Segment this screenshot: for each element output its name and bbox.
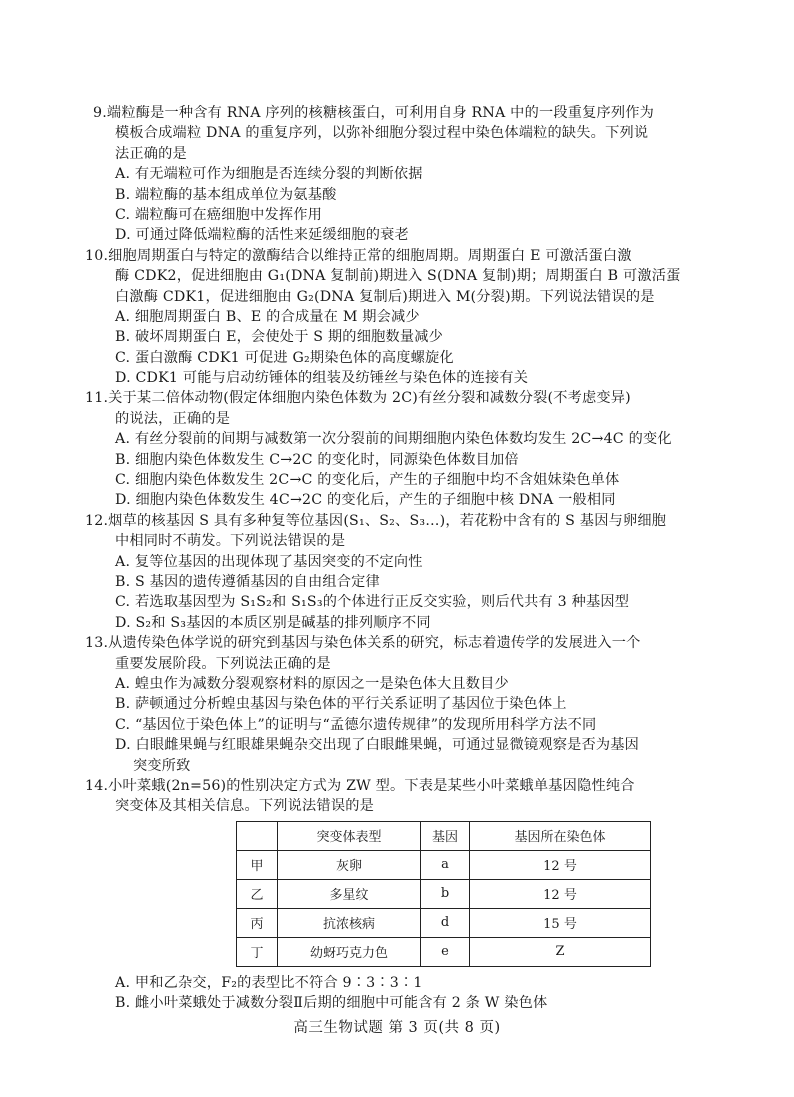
table-cell: 12 号 bbox=[470, 850, 651, 879]
table-cell: 多星纹 bbox=[278, 879, 421, 908]
question-stem-line: 9.端粒酶是一种含有 RNA 序列的核糖核蛋白，可利用自身 RNA 中的一段重复序列作为 bbox=[93, 105, 655, 121]
option-d: D. 白眼雌果蝇与红眼雄果蝇杂交出现了白眼雌果蝇，可通过显微镜观察是否为基因 bbox=[115, 737, 640, 754]
table-cell: d bbox=[421, 908, 470, 937]
table-header-cell: 基因所在染色体 bbox=[470, 821, 651, 850]
option-b: B. 端粒酶的基本组成单位为氨基酸 bbox=[115, 186, 337, 203]
question-stem-line: 10.细胞周期蛋白与特定的激酶结合以维持正常的细胞周期。周期蛋白 E 可激活蛋白激 bbox=[85, 247, 632, 264]
option-c: C. 蛋白激酶 CDK1 可促进 G₂期染色体的高度螺旋化 bbox=[115, 349, 454, 366]
table-header-cell: 突变体表型 bbox=[278, 821, 421, 850]
table-row bbox=[237, 937, 651, 966]
table-cell: a bbox=[421, 850, 470, 879]
option-c: C. 细胞内染色体数发生 2C→C 的变化后，产生的子细胞中均不含姐妹染色单体 bbox=[115, 472, 620, 489]
option-d-continuation: 突变所致 bbox=[133, 757, 191, 774]
table-cell: 甲 bbox=[237, 850, 278, 879]
option-a: A. 复等位基因的出现体现了基因突变的不定向性 bbox=[115, 553, 423, 570]
question-13 bbox=[85, 633, 705, 776]
option-d: D. 可通过降低端粒酶的活性来延缓细胞的衰老 bbox=[115, 227, 409, 244]
table-cell: 15 号 bbox=[470, 908, 651, 937]
option-c: C. 若选取基因型为 S₁S₂和 S₁S₃的个体进行正反交实验，则后代共有 3 种基因型 bbox=[115, 594, 630, 611]
question-stem-line: 11.关于某二倍体动物(假定体细胞内染色体数为 2C)有丝分裂和减数分裂(不考虑变异) bbox=[85, 390, 631, 407]
question-stem-line: 白激酶 CDK1，促进细胞由 G₂(DNA 复制后)期进入 M(分裂)期。下列说法错误的是 bbox=[115, 288, 655, 305]
question-stem-line: 的说法，正确的是 bbox=[115, 410, 231, 427]
question-stem-line: 中相同时不萌发。下列说法错误的是 bbox=[115, 533, 346, 550]
question-12 bbox=[85, 511, 705, 633]
table-cell: Z bbox=[470, 937, 651, 966]
question-14 bbox=[85, 776, 705, 1014]
question-9 bbox=[93, 103, 705, 246]
table-cell: 抗浓核病 bbox=[278, 908, 421, 937]
table-cell: b bbox=[421, 879, 470, 908]
table-row bbox=[237, 908, 651, 937]
question-stem-line: 12.烟草的核基因 S 具有多种复等位基因(S₁、S₂、S₃…)，若花粉中含有的 S 基因与卵细胞 bbox=[85, 512, 667, 529]
option-a: A. 蝗虫作为减数分裂观察材料的原因之一是染色体大且数目少 bbox=[115, 675, 509, 692]
option-b: B. S 基因的遗传遵循基因的自由组合定律 bbox=[115, 573, 380, 590]
table-cell: 灰卵 bbox=[278, 850, 421, 879]
table-row bbox=[237, 879, 651, 908]
question-11 bbox=[85, 388, 705, 510]
option-d: D. 细胞内染色体数发生 4C→2C 的变化后，产生的子细胞中核 DNA 一般相同 bbox=[115, 492, 616, 509]
question-10 bbox=[85, 246, 705, 389]
option-a: A. 有无端粒可作为细胞是否连续分裂的判断依据 bbox=[115, 166, 423, 183]
option-c: C. 端粒酶可在癌细胞中发挥作用 bbox=[115, 206, 323, 223]
table-cell: 幼蚜巧克力色 bbox=[278, 937, 421, 966]
option-a: A. 甲和乙杂交，F₂的表型比不符合 9∶3∶3∶1 bbox=[115, 974, 423, 991]
table-cell: 丙 bbox=[237, 908, 278, 937]
question-stem-line: 14.小叶菜蛾(2n=56)的性别决定方式为 ZW 型。下表是某些小叶菜蛾单基因隐性纯合 bbox=[85, 777, 635, 794]
option-a: A. 细胞周期蛋白 B、E 的合成量在 M 期会减少 bbox=[115, 308, 420, 325]
question-stem-line: 模板合成端粒 DNA 的重复序列，以弥补细胞分裂过程中染色体端粒的缺失。下列说 bbox=[115, 125, 649, 142]
question-stem-line: 重要发展阶段。下列说法正确的是 bbox=[115, 655, 331, 672]
option-b: B. 破坏周期蛋白 E，会使处于 S 期的细胞数量减少 bbox=[115, 329, 444, 346]
option-b: B. 萨顿通过分析蝗虫基因与染色体的平行关系证明了基因位于染色体上 bbox=[115, 696, 567, 713]
question-stem-line: 突变体及其相关信息。下列说法错误的是 bbox=[115, 798, 374, 815]
option-d: D. CDK1 可能与启动纺锤体的组装及纺锤丝与染色体的连接有关 bbox=[115, 370, 529, 387]
mutant-table bbox=[236, 821, 651, 967]
table-cell: 乙 bbox=[237, 879, 278, 908]
option-c: C. “基因位于染色体上”的证明与“孟德尔遗传规律”的发现所用科学方法不同 bbox=[115, 716, 597, 733]
option-d: D. S₂和 S₃基因的本质区别是碱基的排列顺序不同 bbox=[115, 614, 431, 631]
option-b: B. 细胞内染色体数发生 C→2C 的变化时，同源染色体数目加倍 bbox=[115, 451, 519, 468]
option-a: A. 有丝分裂前的间期与减数第一次分裂前的间期细胞内染色体数均发生 2C→4C 的变化 bbox=[115, 431, 672, 448]
question-stem-line: 法正确的是 bbox=[115, 145, 187, 162]
page-footer: 高三生物试题 第 3 页(共 8 页) bbox=[293, 1020, 501, 1036]
question-list bbox=[85, 103, 705, 1013]
table-cell: e bbox=[421, 937, 470, 966]
question-stem-line: 13.从遗传染色体学说的研究到基因与染色体关系的研究，标志着遗传学的发展进入一个 bbox=[85, 635, 641, 652]
table-header-row bbox=[237, 821, 651, 850]
question-stem-line: 酶 CDK2，促进细胞由 G₁(DNA 复制前)期进入 S(DNA 复制)期；周期蛋白 B 可激活蛋 bbox=[115, 268, 681, 285]
table-row bbox=[237, 850, 651, 879]
table-header-cell bbox=[237, 821, 278, 850]
table-cell: 丁 bbox=[237, 937, 278, 966]
table-cell: 12 号 bbox=[470, 879, 651, 908]
option-b: B. 雌小叶菜蛾处于减数分裂Ⅱ后期的细胞中可能含有 2 条 W 染色体 bbox=[115, 995, 548, 1012]
table-header-cell: 基因 bbox=[421, 821, 470, 850]
